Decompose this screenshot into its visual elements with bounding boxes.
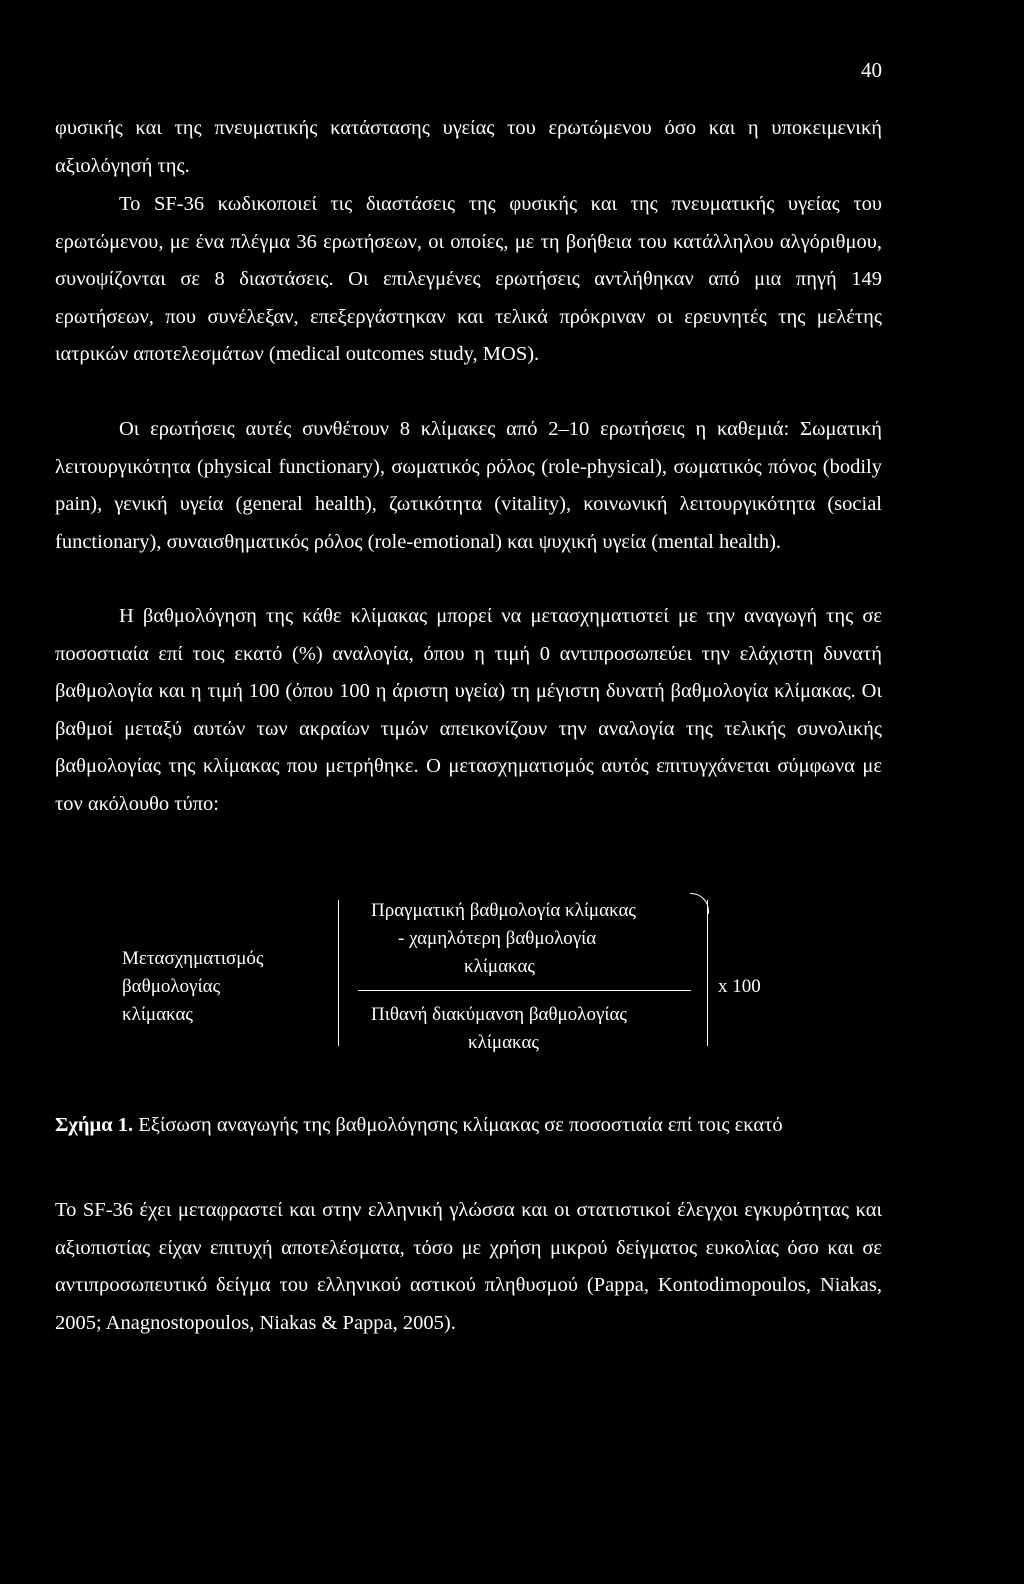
- paragraph-continued: φυσικής και της πνευματικής κατάστασης υγείας του ερωτώμενου όσο και η υποκειμενική αξιολόγησή της.: [55, 117, 882, 177]
- paragraph-sf36-description: Το SF-36 κωδικοποιεί τις διαστάσεις της φυσικής και της πνευματικής υγείας του ερωτώμενου, με ένα πλέγμα 36 ερωτήσεων, οι οποίες, με τη βοήθεια του κατάλληλου αλγόριθμου, συνοψίζονται σε 8 διαστάσεις. Οι επιλεγμένες ερωτήσεις αντλήθηκαν από μια πηγή 149 ερωτήσεων, που συνέλεξαν, επεξεργάστηκαν και τελικά πρόκριναν οι ερευνητές της μελέτης ιατρικών αποτελεσμάτων (medical outcomes study, MOS).: [55, 193, 882, 366]
- formula-denominator-line: κλίμακας: [468, 1032, 539, 1053]
- formula-left-bracket: [338, 900, 339, 1046]
- page-number: 40: [861, 58, 882, 82]
- formula-numerator-line: - χαμηλότερη βαθμολογία: [398, 928, 597, 949]
- figure-caption: [55, 1111, 783, 1139]
- formula-numerator-line: Πραγματική βαθμολογία κλίμακας: [371, 900, 636, 921]
- formula-multiplier: x 100: [718, 976, 761, 997]
- formula-denominator-line: Πιθανή διακύμανση βαθμολογίας: [371, 1004, 627, 1025]
- formula-left-line: βαθμολογίας: [122, 976, 221, 997]
- formula-left-line: κλίμακας: [122, 1004, 193, 1025]
- paragraph-greek-translation: Το SF-36 έχει μεταφραστεί και στην ελληνική γλώσσα και οι στατιστικοί έλεγχοι εγκυρότητας και αξιοπιστίας είχαν επιτυχή αποτελέσματα, τόσο με χρήση μικρού δείγματος ευκολίας όσο και σε αντιπροσωπευτικό δείγμα του ελληνικού αστικού πληθυσμού (Pappa, Kontodimopoulos, Niakas, 2005; Anagnostopoulos, Niakas & Pappa, 2005).: [55, 1199, 882, 1334]
- formula-right-bracket: [707, 900, 708, 1046]
- formula-bracket-curl: [690, 893, 709, 914]
- figure-caption-text: Εξίσωση αναγωγής της βαθμολόγησης κλίμακας σε ποσοστιαία επί τοις εκατό: [133, 1114, 783, 1136]
- paragraph-scoring: Η βαθμολόγηση της κάθε κλίμακας μπορεί να μετασχηματιστεί με την αναγωγή της σε ποσοστιαία επί τοις εκατό (%) αναλογία, όπου η τιμή 0 αντιπροσωπεύει την ελάχιστη δυνατή βαθμολογία και η τιμή 100 (όπου 100 η άριστη υγεία) τη μέγιστη δυνατή βαθμολογία κλίμακας. Οι βαθμοί μεταξύ αυτών των ακραίων τιμών απεικονίζουν την αναλογία της τελικής συνολικής βαθμολογίας της κλίμακας που μετρήθηκε. Ο μετασχηματισμός αυτός επιτυγχάνεται σύμφωνα με τον ακόλουθο τύπο:: [55, 605, 882, 815]
- figure-label: Σχήμα 1.: [55, 1114, 134, 1136]
- formula-fraction-bar: [358, 990, 691, 991]
- formula-left-line: Μετασχηματισμός: [122, 948, 264, 969]
- formula-numerator-line: κλίμακας: [464, 956, 535, 977]
- paragraph-scales: Οι ερωτήσεις αυτές συνθέτουν 8 κλίμακες από 2–10 ερωτήσεις η καθεμιά: Σωματική λειτουργικότητα (physical functionary), σωματικός ρόλος (role-physical), σωματικός πόνος (bodily pain), γενική υγεία (general health), ζωτικότητα (vitality), κοινωνική λειτουργικότητα (social functionary), συναισθηματικός ρόλος (role-emotional) και ψυχική υγεία (mental health).: [55, 418, 882, 553]
